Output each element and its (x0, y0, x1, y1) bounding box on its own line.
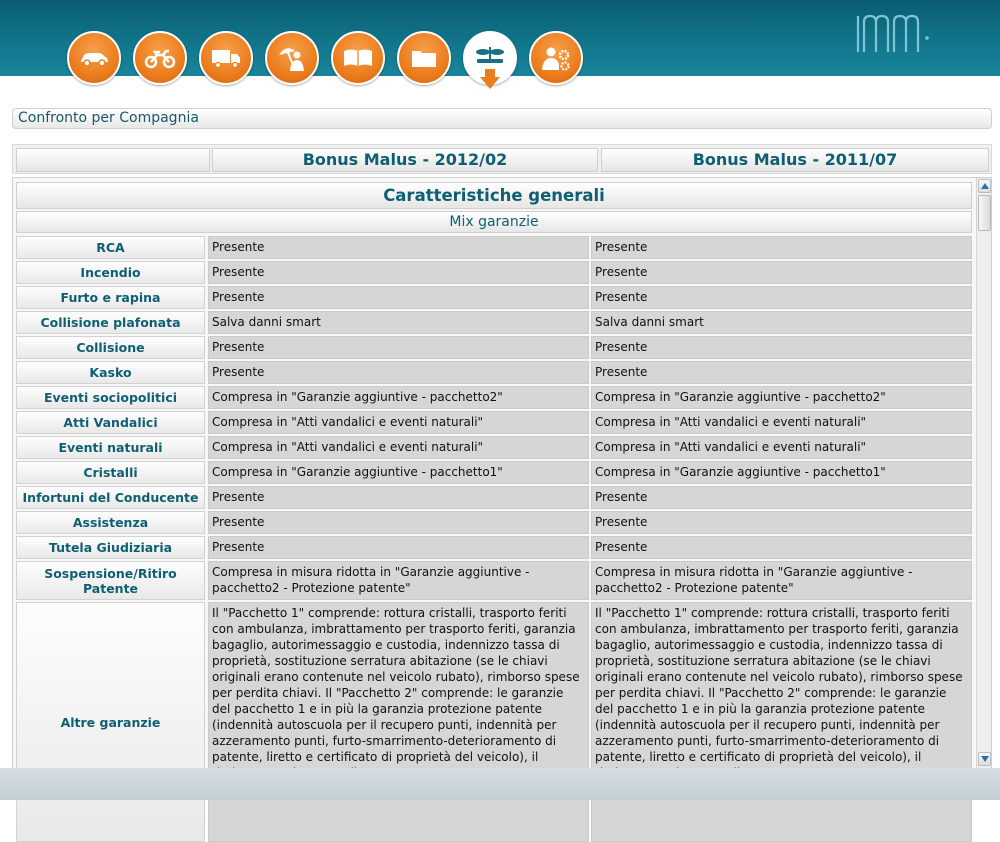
row-value-1: Compresa in "Garanzie aggiuntive - pacchetto2" (208, 386, 589, 409)
table-row (16, 561, 973, 600)
row-value-2: Compresa in "Garanzie aggiuntive - pacchetto1" (591, 461, 972, 484)
row-value-1: Presente (208, 511, 589, 534)
row-value-1: Compresa in "Atti vandalici e eventi naturali" (208, 411, 589, 434)
folder-icon (407, 41, 441, 75)
car-icon (77, 41, 111, 75)
row-label: Sospensione/Ritiro Patente (16, 561, 205, 600)
row-value-2: Presente (591, 286, 972, 309)
table-row (16, 261, 973, 284)
comparison-column-header (12, 144, 992, 174)
row-label: Collisione plafonata (16, 311, 205, 334)
nav-user-settings-button[interactable] (529, 31, 583, 85)
row-value-2: Compresa in "Atti vandalici e eventi naturali" (591, 436, 972, 459)
row-value-1: Presente (208, 261, 589, 284)
scroll-down-button[interactable] (978, 752, 991, 766)
row-value-1: Compresa in "Atti vandalici e eventi naturali" (208, 436, 589, 459)
row-label: Assistenza (16, 511, 205, 534)
table-row (16, 386, 973, 409)
scroll-up-button[interactable] (978, 179, 991, 193)
scrollbar-thumb[interactable] (978, 195, 991, 231)
page-title: Confronto per Compagnia (12, 108, 992, 129)
row-value-1: Presente (208, 336, 589, 359)
truck-icon (209, 41, 243, 75)
row-label: Kasko (16, 361, 205, 384)
row-value-1: Compresa in "Garanzie aggiuntive - pacchetto1" (208, 461, 589, 484)
row-value-1: Salva danni smart (208, 311, 589, 334)
row-value-2: Il "Pacchetto 1" comprende: rottura cristalli, trasporto feriti con ambulanza, imbrattamento per trasporto feriti, garanzia bagaglio, autorimessaggio e custodia, indennizzo tassa di proprietà, sostituzione serratura abitazione (se le chiavi originali erano contenute nel veicolo rubato), rimborso spese per perdita chiavi. Il "Pacchetto 2" comprende: le garanzie del pacchetto 1 e in più la garanzia protezione patente (indennità autoscuola per il recupero punti, indennità per azzeramento punti, furto-smarrimento-deterioramento di patente, liretto e certificato di proprietà del veicolo), il (591, 602, 972, 842)
table-row (16, 236, 973, 259)
user-settings-icon (539, 41, 573, 75)
comparison-table-panel (12, 177, 992, 769)
row-label: Collisione (16, 336, 205, 359)
row-value-2: Presente (591, 261, 972, 284)
table-row (16, 602, 973, 842)
column-header-empty (16, 148, 210, 172)
row-label: Infortuni del Conducente (16, 486, 205, 509)
chevron-up-icon (981, 183, 989, 189)
row-value-2: Presente (591, 361, 972, 384)
row-value-2: Salva danni smart (591, 311, 972, 334)
vertical-scrollbar[interactable] (976, 178, 991, 768)
column-header-product-2: Bonus Malus - 2011/07 (601, 148, 989, 172)
arrow-down-icon (479, 68, 501, 90)
row-label: Incendio (16, 261, 205, 284)
footer-bar (0, 768, 1000, 800)
row-value-1: Il "Pacchetto 1" comprende: rottura cristalli, trasporto feriti con ambulanza, imbrattamento per trasporto feriti, garanzia bagaglio, autorimessaggio e custodia, indennizzo tassa di proprietà, sostituzione serratura abitazione (se le chiavi originali erano contenute nel veicolo rubato), rimborso spese per perdita chiavi. Il "Pacchetto 2" comprende: le garanzie del pacchetto 1 e in più la garanzia protezione patente (indennità autoscuola per il recupero punti, indennità per azzeramento punti, furto-smarrimento-deterioramento di patente, liretto e certificato di proprietà del veicolo), il (208, 602, 589, 842)
table-row (16, 286, 973, 309)
motorcycle-icon (143, 41, 177, 75)
row-label: Cristalli (16, 461, 205, 484)
row-label: Altre garanzie (16, 602, 205, 842)
row-label: Tutela Giudiziaria (16, 536, 205, 559)
chevron-down-icon (981, 756, 989, 762)
nav-person-umbrella-button[interactable] (265, 31, 319, 85)
table-row (16, 536, 973, 559)
table-row (16, 511, 973, 534)
row-label: Eventi sociopolitici (16, 386, 205, 409)
row-value-1: Compresa in misura ridotta in "Garanzie aggiuntive - pacchetto2 - Protezione patente" (208, 561, 589, 600)
row-value-2: Compresa in "Garanzie aggiuntive - pacchetto2" (591, 386, 972, 409)
row-value-2: Presente (591, 336, 972, 359)
row-value-2: Presente (591, 236, 972, 259)
row-value-2: Presente (591, 486, 972, 509)
column-header-product-1: Bonus Malus - 2012/02 (212, 148, 598, 172)
table-row (16, 336, 973, 359)
row-label: RCA (16, 236, 205, 259)
row-value-2: Presente (591, 511, 972, 534)
row-label: Atti Vandalici (16, 411, 205, 434)
table-row (16, 461, 973, 484)
nav-book-button[interactable] (331, 31, 385, 85)
table-row (16, 361, 973, 384)
nav-car-button[interactable] (67, 31, 121, 85)
table-row (16, 436, 973, 459)
nav-truck-button[interactable] (199, 31, 253, 85)
section-general-heading: Caratteristiche generali (16, 182, 972, 209)
row-label: Furto e rapina (16, 286, 205, 309)
table-row (16, 486, 973, 509)
person-umbrella-icon (275, 41, 309, 75)
row-value-2: Compresa in misura ridotta in "Garanzie aggiuntive - pacchetto2 - Protezione patente" (591, 561, 972, 600)
brand-logo (855, 8, 935, 58)
row-label: Eventi naturali (16, 436, 205, 459)
table-row (16, 311, 973, 334)
row-value-1: Presente (208, 286, 589, 309)
row-value-2: Compresa in "Atti vandalici e eventi naturali" (591, 411, 972, 434)
table-row (16, 411, 973, 434)
row-value-1: Presente (208, 536, 589, 559)
book-icon (341, 41, 375, 75)
nav-folder-button[interactable] (397, 31, 451, 85)
section-mix-heading: Mix garanzie (16, 211, 972, 233)
row-value-1: Presente (208, 236, 589, 259)
row-value-2: Presente (591, 536, 972, 559)
app-header (0, 0, 1000, 92)
nav-motorcycle-button[interactable] (133, 31, 187, 85)
row-value-1: Presente (208, 361, 589, 384)
row-value-1: Presente (208, 486, 589, 509)
